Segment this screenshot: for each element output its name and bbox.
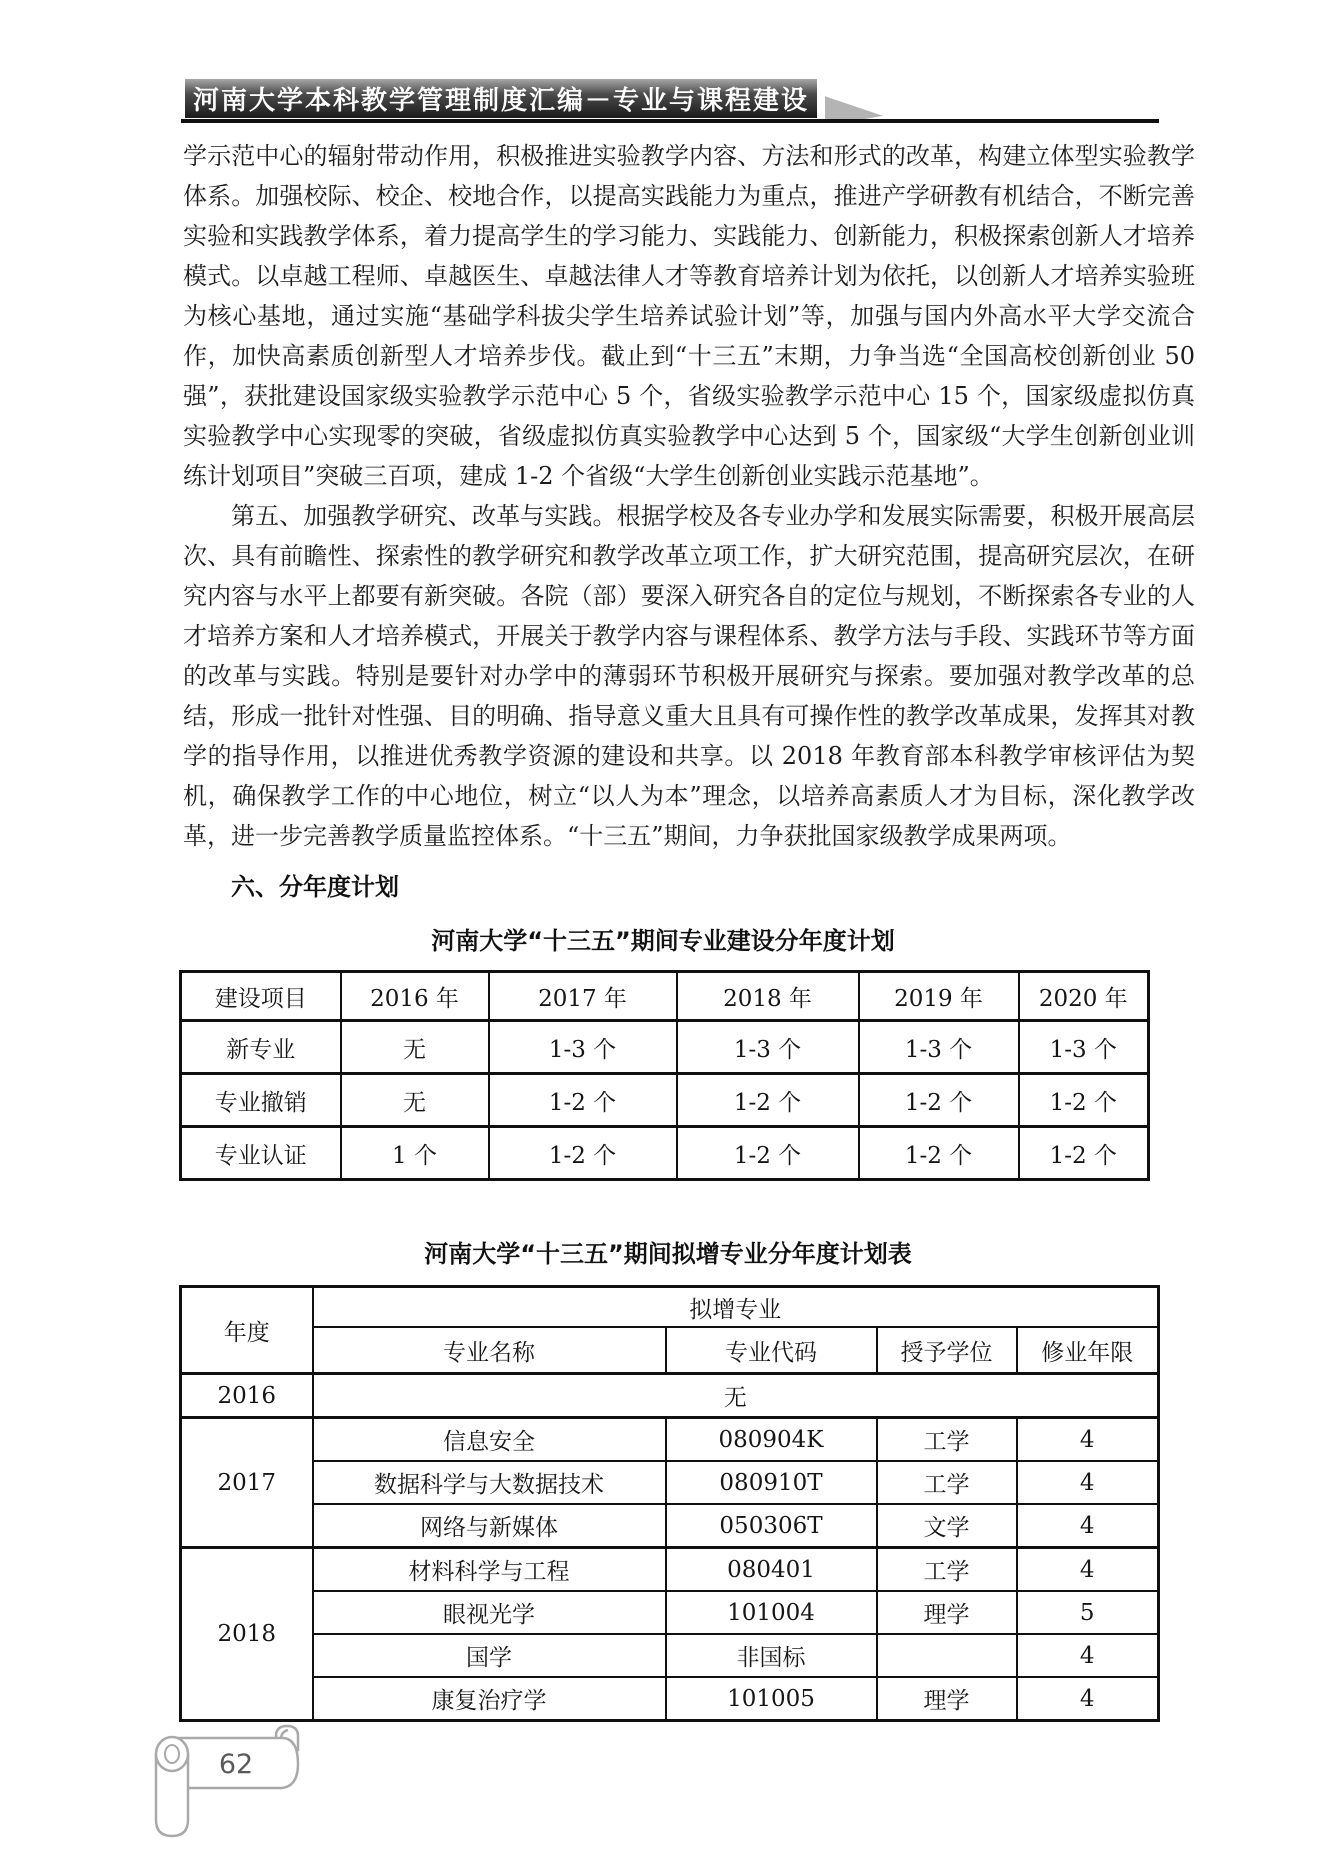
table2-cell: 4 [1017, 1548, 1159, 1592]
table2-cell: 101005 [666, 1677, 877, 1721]
table2-cell: 工学 [877, 1461, 1017, 1504]
table2-cell: 文学 [877, 1504, 1017, 1548]
table2-cell: 050306T [666, 1504, 877, 1548]
table2-cell: 101004 [666, 1591, 877, 1634]
table1-col-header: 2020 年 [1019, 972, 1149, 1021]
table1-cell: 1-2 个 [1019, 1127, 1149, 1180]
table1-col-header: 2017 年 [489, 972, 677, 1021]
table1-cell: 1-3 个 [489, 1021, 677, 1074]
table1-cell: 1-2 个 [489, 1127, 677, 1180]
table2-cell: 080904K [666, 1418, 877, 1462]
table2-cell: 康复治疗学 [313, 1677, 666, 1721]
table-row [181, 1074, 1149, 1127]
document-body [183, 136, 1195, 1722]
table1-cell: 1-2 个 [1019, 1074, 1149, 1127]
table2-cell: 4 [1017, 1504, 1159, 1548]
page-number-scroll [148, 1724, 318, 1849]
table2-cell: 4 [1017, 1461, 1159, 1504]
table2-cell: 工学 [877, 1418, 1017, 1462]
header-arrow-decoration [825, 94, 883, 122]
header-title: 河南大学本科教学管理制度汇编－专业与课程建设 [192, 86, 809, 116]
table1-col-header: 建设项目 [181, 972, 341, 1021]
table1-cell: 1 个 [341, 1127, 489, 1180]
table1-cell: 1-3 个 [1019, 1021, 1149, 1074]
table2-cell: 国学 [313, 1634, 666, 1677]
header-banner [185, 79, 817, 118]
table2-cell: 非国标 [666, 1634, 877, 1677]
table2-year-header: 年度 [181, 1287, 313, 1374]
section-heading: 六、分年度计划 [231, 873, 399, 901]
table1-cell: 1-3 个 [677, 1021, 859, 1074]
header-rule [181, 119, 1159, 123]
table2-group-header: 拟增专业 [313, 1287, 1159, 1328]
table1-col-header: 2019 年 [859, 972, 1019, 1021]
table1-title: 河南大学“十三五”期间专业建设分年度计划 [431, 927, 895, 955]
table1-cell: 1-3 个 [859, 1021, 1019, 1074]
table2-cell: 理学 [877, 1591, 1017, 1634]
table2-cell: 材料科学与工程 [313, 1548, 666, 1592]
paragraph-1: 学示范中心的辐射带动作用，积极推进实验教学内容、方法和形式的改革，构建立体型实验教学体系。加强校际、校企、校地合作，以提高实践能力为重点，推进产学研教有机结合，不断完善实验和实践教学体系，着力提高学生的学习能力、实践能力、创新能力，积极探索创新人才培养模式。以卓越工程师、卓越医生、卓越法律人才等教育培养计划为依托，以创新人才培养实验班为核心基地，通过实施“基础学科拔尖学生培养试验计划”等，加强与国内外高水平大学交流合作，加快高素质创新型人才培养步伐。截止到“十三五”末期，力争当选“全国高校创新创业 50 强”，获批建设国家级实验教学示范中心 5 个，省级实验教学示范中心 15 个，国家级虚拟仿真实验教学中心实现零的突破，省级虚拟仿真实验教学中心达到 5 个，国家级“大学生创新创业训练计划项目”突破三百项，建成 1-2 个省级“大学生创新创业实践示范基地”。 [183, 142, 1195, 490]
table2-year-label: 2017 [181, 1418, 313, 1548]
page-number: 62 [218, 1749, 254, 1780]
table1-cell: 1-2 个 [677, 1074, 859, 1127]
table-row [181, 1021, 1149, 1074]
table2-sub-header: 专业名称 [313, 1327, 666, 1374]
table1-cell: 专业认证 [181, 1127, 341, 1180]
table2-cell: 网络与新媒体 [313, 1504, 666, 1548]
table2-cell: 眼视光学 [313, 1591, 666, 1634]
table1-cell: 1-2 个 [677, 1127, 859, 1180]
table-row-2016 [181, 1374, 1159, 1418]
table2-year-label: 2016 [181, 1374, 313, 1418]
table-row [181, 1461, 1159, 1504]
table2-title: 河南大学“十三五”期间拟增专业分年度计划表 [424, 1240, 912, 1268]
table2-cell: 工学 [877, 1548, 1017, 1592]
paragraph-2: 第五、加强教学研究、改革与实践。根据学校及各专业办学和发展实际需要，积极开展高层次、具有前瞻性、探索性的教学研究和教学改革立项工作，扩大研究范围，提高研究层次，在研究内容与水平上都要有新突破。各院（部）要深入研究各自的定位与规划，不断探索各专业的人才培养方案和人才培养模式，开展关于教学内容与课程体系、教学方法与手段、实践环节等方面的改革与实践。特别是要针对办学中的薄弱环节积极开展研究与探索。要加强对教学改革的总结，形成一批针对性强、目的明确、指导意义重大且具有可操作性的教学改革成果，发挥其对教学的指导作用，以推进优秀教学资源的建设和共享。以 2018 年教育部本科教学审核评估为契机，确保教学工作的中心地位，树立“以人为本”理念，以培养高素质人才为目标，深化教学改革，进一步完善教学质量监控体系。“十三五”期间，力争获批国家级教学成果两项。 [183, 502, 1195, 850]
table1-header-row [181, 972, 1149, 1021]
table-row [181, 1548, 1159, 1592]
table2-cell: 080401 [666, 1548, 877, 1592]
table1-cell: 专业撤销 [181, 1074, 341, 1127]
table2-sub-header: 授予学位 [877, 1327, 1017, 1374]
table2-cell: 无 [313, 1374, 1159, 1418]
table-new-majors-plan [179, 1285, 1160, 1722]
table-row [181, 1504, 1159, 1548]
table2-cell: 数据科学与大数据技术 [313, 1461, 666, 1504]
table1-cell: 无 [341, 1074, 489, 1127]
table2-cell [877, 1634, 1017, 1677]
table1-cell: 1-2 个 [859, 1127, 1019, 1180]
table2-sub-header: 修业年限 [1017, 1327, 1159, 1374]
table-row [181, 1677, 1159, 1721]
table-annual-plan [179, 970, 1150, 1181]
table2-cell: 信息安全 [313, 1418, 666, 1462]
table-row [181, 1127, 1149, 1180]
table2-year-label: 2018 [181, 1548, 313, 1721]
table1-col-header: 2018 年 [677, 972, 859, 1021]
table1-cell: 新专业 [181, 1021, 341, 1074]
table2-sub-header: 专业代码 [666, 1327, 877, 1374]
table2-header-row-2 [181, 1327, 1159, 1374]
table2-cell: 080910T [666, 1461, 877, 1504]
table1-col-header: 2016 年 [341, 972, 489, 1021]
table1-cell: 无 [341, 1021, 489, 1074]
table2-cell: 4 [1017, 1634, 1159, 1677]
table1-cell: 1-2 个 [489, 1074, 677, 1127]
table2-cell: 5 [1017, 1591, 1159, 1634]
table-row [181, 1418, 1159, 1462]
table1-cell: 1-2 个 [859, 1074, 1019, 1127]
table2-header-row-1 [181, 1287, 1159, 1328]
table-row [181, 1634, 1159, 1677]
table2-cell: 4 [1017, 1677, 1159, 1721]
table2-cell: 4 [1017, 1418, 1159, 1462]
table-row [181, 1591, 1159, 1634]
table2-cell: 理学 [877, 1677, 1017, 1721]
